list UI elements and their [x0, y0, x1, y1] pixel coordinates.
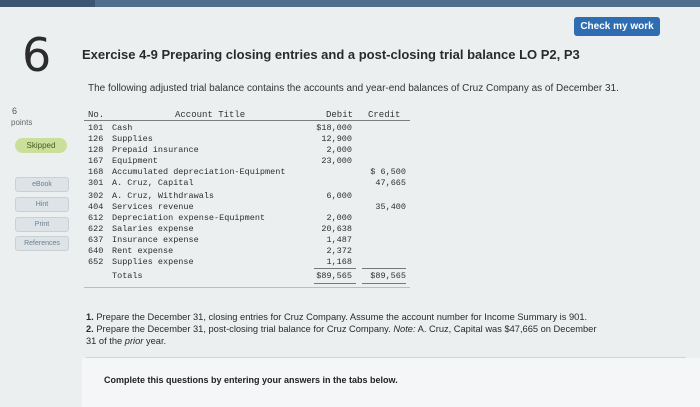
header-credit: Credit — [368, 110, 401, 120]
hint-button[interactable]: Hint — [15, 197, 69, 212]
debit-total-rule — [314, 268, 356, 269]
section-divider — [86, 357, 686, 358]
table-row: 622 Salaries expense 20,638 — [88, 224, 352, 234]
exercise-title: Exercise 4-9 Preparing closing entries and a post-closing trial balance LO P2, P3 — [82, 47, 580, 62]
top-nav-bar — [0, 0, 700, 7]
header-account-title: Account Title — [175, 110, 246, 120]
table-row: 302 A. Cruz, Withdrawals 6,000 — [88, 191, 352, 201]
debit-double-rule — [314, 283, 356, 284]
credit-double-rule — [362, 283, 406, 284]
table-row: 640 Rent expense 2,372 — [88, 246, 352, 256]
table-row: 301 A. Cruz, Capital 47,665 — [88, 178, 406, 188]
header-debit: Debit — [326, 110, 354, 120]
table-row: 652 Supplies expense 1,168 — [88, 257, 352, 267]
table-bottom-rule — [84, 287, 410, 288]
header-rule — [84, 120, 410, 121]
ebook-button[interactable]: eBook — [15, 177, 69, 192]
credit-total-rule — [362, 268, 406, 269]
table-row: 101 Cash $18,000 — [88, 123, 352, 133]
totals-row: Totals $89,565 $89,565 — [112, 271, 406, 281]
points-value: 6 — [12, 106, 18, 116]
instruction-text: Complete this questions by entering your answers in the tabs below. — [104, 375, 398, 385]
table-row: 167 Equipment 23,000 — [88, 156, 352, 166]
references-button[interactable]: References — [15, 236, 69, 251]
points-label: points — [11, 118, 33, 127]
print-button[interactable]: Print — [15, 217, 69, 232]
intro-text: The following adjusted trial balance contains the accounts and year-end balances of Cruz Company as of December 31. — [88, 83, 619, 94]
header-no: No. — [88, 110, 105, 120]
table-row: 126 Supplies 12,900 — [88, 134, 352, 144]
question-number: 6 — [22, 28, 52, 82]
requirement-1: 1. Prepare the December 31, closing entries for Cruz Company. Assume the account number for Income Summary is 901. — [86, 312, 588, 322]
top-nav-segment[interactable] — [0, 0, 95, 7]
table-row: 128 Prepaid insurance 2,000 — [88, 145, 352, 155]
table-row: 612 Depreciation expense-Equipment 2,000 — [88, 213, 352, 223]
check-my-work-button[interactable]: Check my work — [574, 17, 660, 36]
requirement-2-continued: 31 of the prior year. — [86, 336, 167, 346]
table-row: 637 Insurance expense 1,487 — [88, 235, 352, 245]
adjusted-trial-balance — [84, 108, 410, 290]
table-row: 404 Services revenue 35,400 — [88, 202, 406, 212]
requirement-2: 2. Prepare the December 31, post-closing trial balance for Cruz Company. Note: A. Cruz, Capital was $47,665 on December — [86, 324, 597, 334]
status-badge: Skipped — [15, 138, 67, 153]
table-row: 168 Accumulated depreciation-Equipment $ 6,500 — [88, 167, 406, 177]
